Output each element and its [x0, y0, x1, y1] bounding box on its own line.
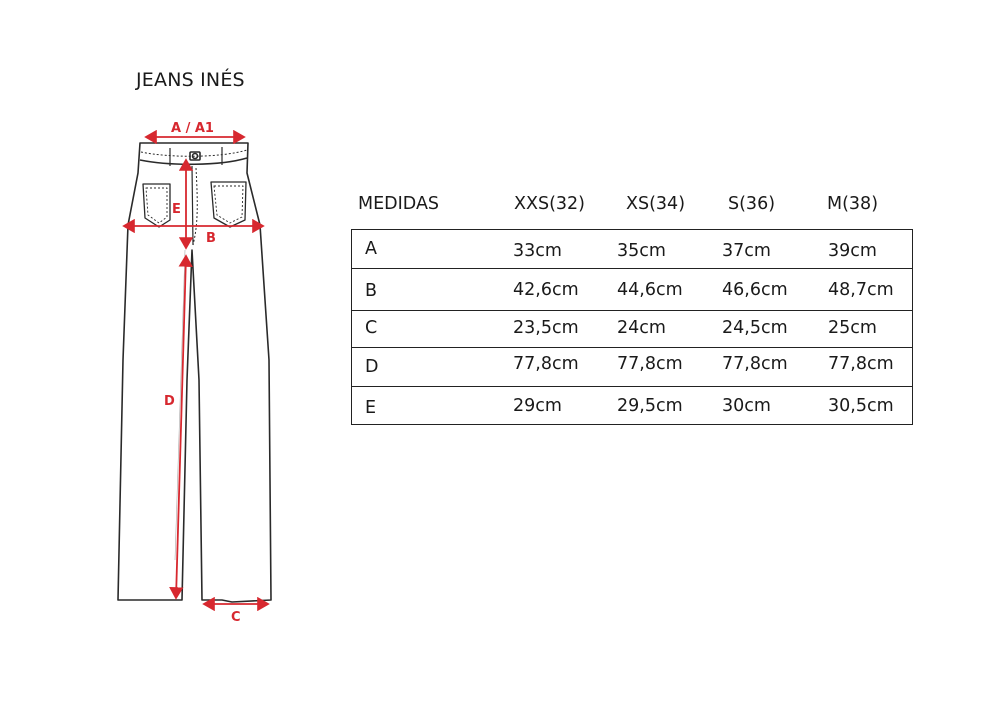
- waistband: [140, 158, 247, 164]
- label-b: B: [206, 231, 216, 246]
- row-label: A: [365, 239, 377, 259]
- table-cell: 29,5cm: [617, 396, 683, 416]
- jeans-diagram: [100, 110, 290, 630]
- table-cell: 24,5cm: [722, 318, 788, 338]
- header-size-s: S(36): [728, 194, 776, 214]
- table-cell: 35cm: [617, 241, 666, 261]
- table-cell: 77,8cm: [722, 354, 788, 374]
- button: [193, 154, 198, 159]
- table-row: [352, 230, 912, 269]
- table-cell: 23,5cm: [513, 318, 579, 338]
- page-title: JEANS INÉS: [136, 69, 245, 91]
- table-cell: 77,8cm: [617, 354, 683, 374]
- label-d: D: [164, 394, 175, 409]
- table-cell: 29cm: [513, 396, 562, 416]
- table-cell: 46,6cm: [722, 280, 788, 300]
- table-cell: 77,8cm: [513, 354, 579, 374]
- table-cell: 48,7cm: [828, 280, 894, 300]
- table-cell: 37cm: [722, 241, 771, 261]
- table-row: [352, 310, 912, 348]
- header-size-xxs: XXS(32): [514, 194, 586, 214]
- table-row: [352, 347, 912, 387]
- table-cell: 30,5cm: [828, 396, 894, 416]
- fly: [192, 166, 193, 245]
- table-cell: 39cm: [828, 241, 877, 261]
- table-cell: 44,6cm: [617, 280, 683, 300]
- header-size-xs: XS(34): [626, 194, 686, 214]
- row-label: B: [365, 281, 378, 301]
- header-medidas: MEDIDAS: [358, 194, 440, 214]
- table-cell: 33cm: [513, 241, 562, 261]
- row-label: E: [365, 398, 377, 418]
- row-label: D: [365, 357, 379, 377]
- table-cell: 77,8cm: [828, 354, 894, 374]
- label-a: A / A1: [171, 121, 214, 136]
- row-label: C: [365, 318, 378, 338]
- left-pocket: [143, 184, 170, 227]
- jeans-outline: [118, 143, 271, 602]
- header-size-m: M(38): [827, 194, 879, 214]
- table-cell: 25cm: [828, 318, 877, 338]
- table-cell: 42,6cm: [513, 280, 579, 300]
- table-row: [352, 268, 912, 311]
- arrow-d: [176, 256, 186, 598]
- label-e: E: [172, 202, 181, 217]
- label-c: C: [231, 610, 241, 625]
- right-pocket: [211, 182, 246, 227]
- size-table: [351, 229, 913, 425]
- table-row: [352, 386, 912, 424]
- table-cell: 24cm: [617, 318, 666, 338]
- table-cell: 30cm: [722, 396, 771, 416]
